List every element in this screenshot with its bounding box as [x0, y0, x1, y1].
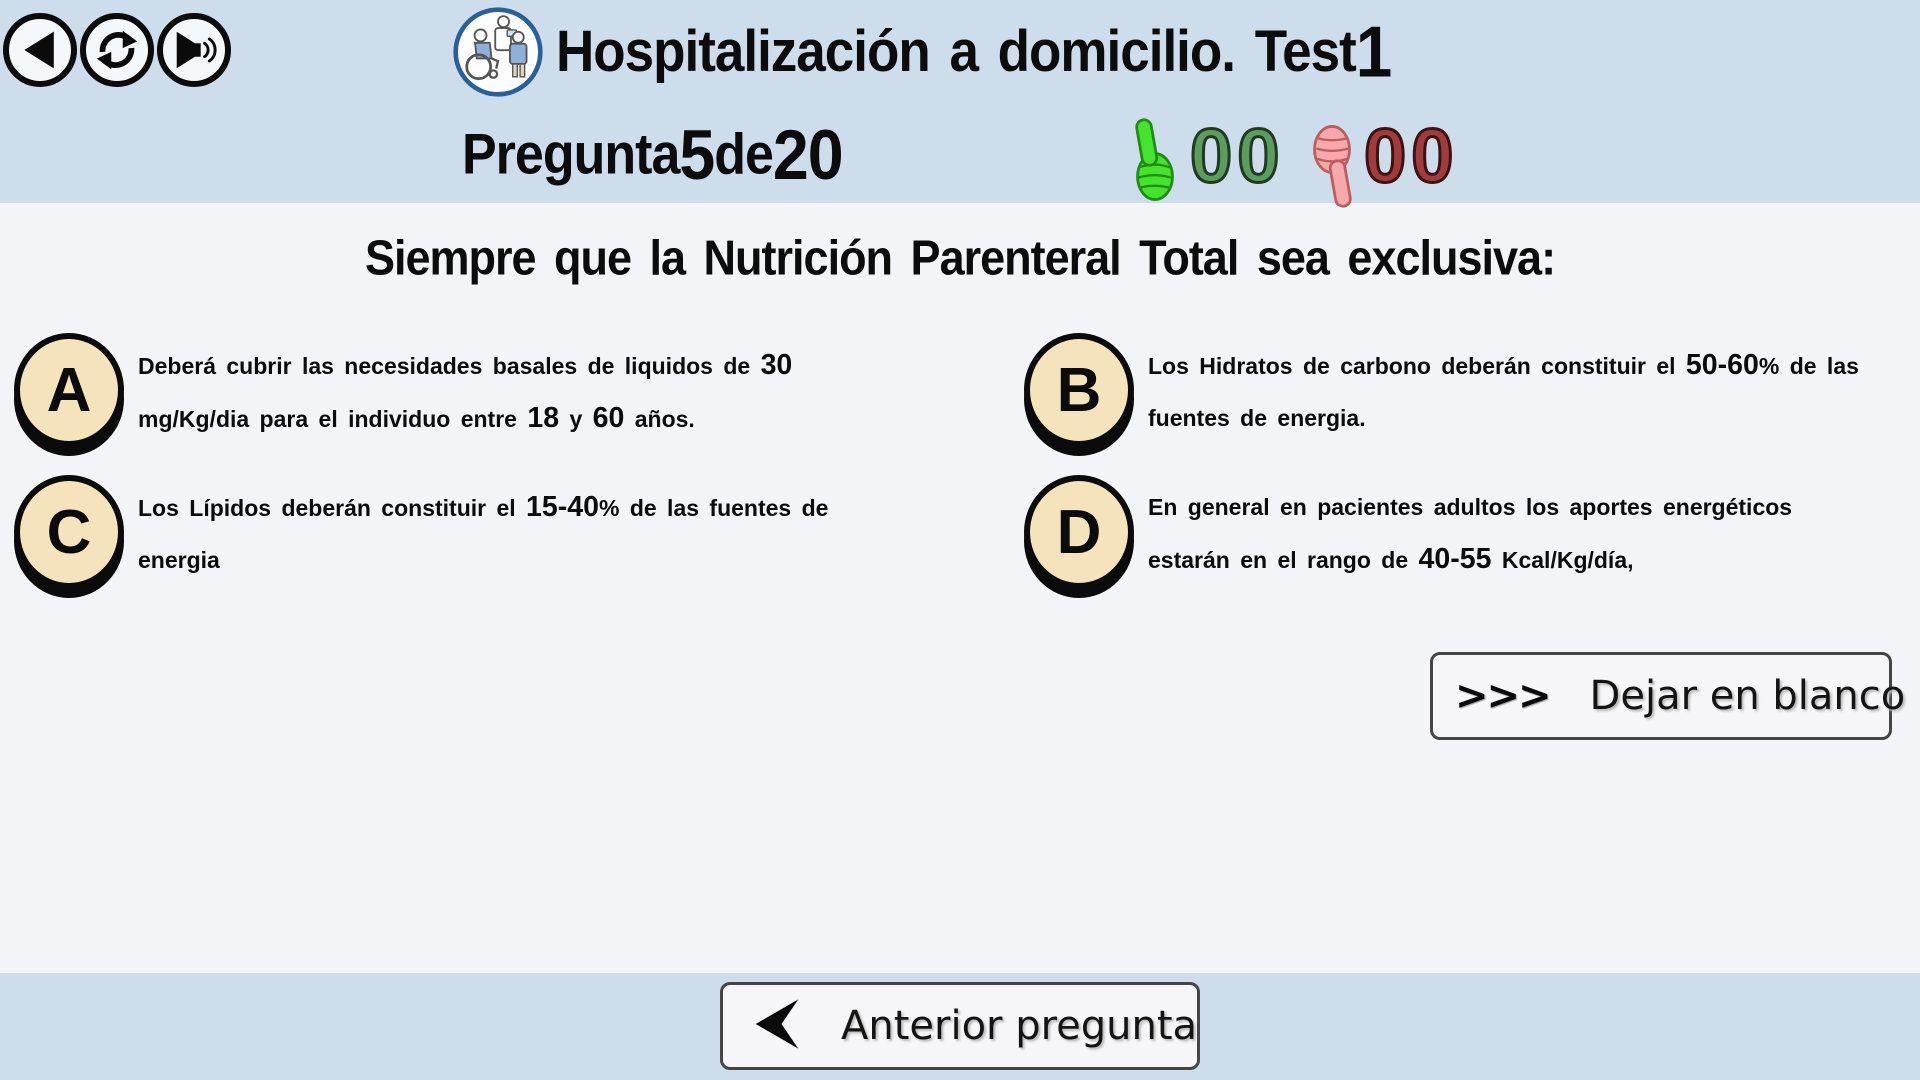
- option-d[interactable]: [1024, 473, 1884, 608]
- leave-blank-button[interactable]: [1430, 652, 1906, 740]
- question-progress: Pregunta 5 de 20: [462, 115, 843, 195]
- triple-chevron-right-icon: >>>: [1455, 673, 1550, 719]
- previous-question-label: Anterior pregunta: [841, 1003, 1198, 1049]
- homecare-staff-pictogram: [452, 6, 544, 98]
- back-arrow-icon: [749, 993, 805, 1059]
- option-d-text: En general en pacientes adultos los aportes energéticos estarán en el rango de 40-55 Kcal/Kg/día,: [1148, 494, 1793, 575]
- option-b-badge: B: [1024, 333, 1134, 447]
- option-d-badge: D: [1024, 475, 1134, 589]
- option-b[interactable]: [1024, 331, 1884, 466]
- previous-question-button[interactable]: [720, 982, 1200, 1070]
- option-a-badge: A: [14, 333, 124, 447]
- option-b-text: Los Hidratos de carbono deberán constituir el 50-60% de las fuentes de energia.: [1148, 349, 1859, 431]
- thumb-up-icon: [1126, 114, 1184, 211]
- option-a[interactable]: [14, 331, 884, 466]
- option-c[interactable]: [14, 473, 884, 608]
- refresh-icon: [93, 26, 141, 74]
- incorrect-count: 00: [1364, 113, 1459, 199]
- question-text: Siempre que la Nutrición Parenteral Total sea exclusiva:: [364, 229, 1556, 286]
- audio-button[interactable]: [157, 13, 231, 87]
- option-a-text: Deberá cubrir las necesidades basales de liquidos de 30 mg/Kg/dia para el individuo entre 18 y 60 años.: [138, 349, 793, 434]
- back-button[interactable]: [3, 13, 77, 87]
- speaker-icon: [170, 26, 218, 74]
- app-title: Hospitalización a domicilio. Test 1: [556, 10, 1392, 92]
- correct-count: 00: [1190, 113, 1285, 199]
- option-c-text: Los Lípidos deberán constituir el 15-40% de las fuentes de energia: [138, 491, 829, 573]
- back-arrow-icon: [17, 27, 63, 73]
- refresh-button[interactable]: [80, 13, 154, 87]
- option-c-badge: C: [14, 475, 124, 589]
- thumb-down-icon: [1303, 120, 1361, 217]
- leave-blank-label: Dejar en blanco: [1589, 673, 1906, 719]
